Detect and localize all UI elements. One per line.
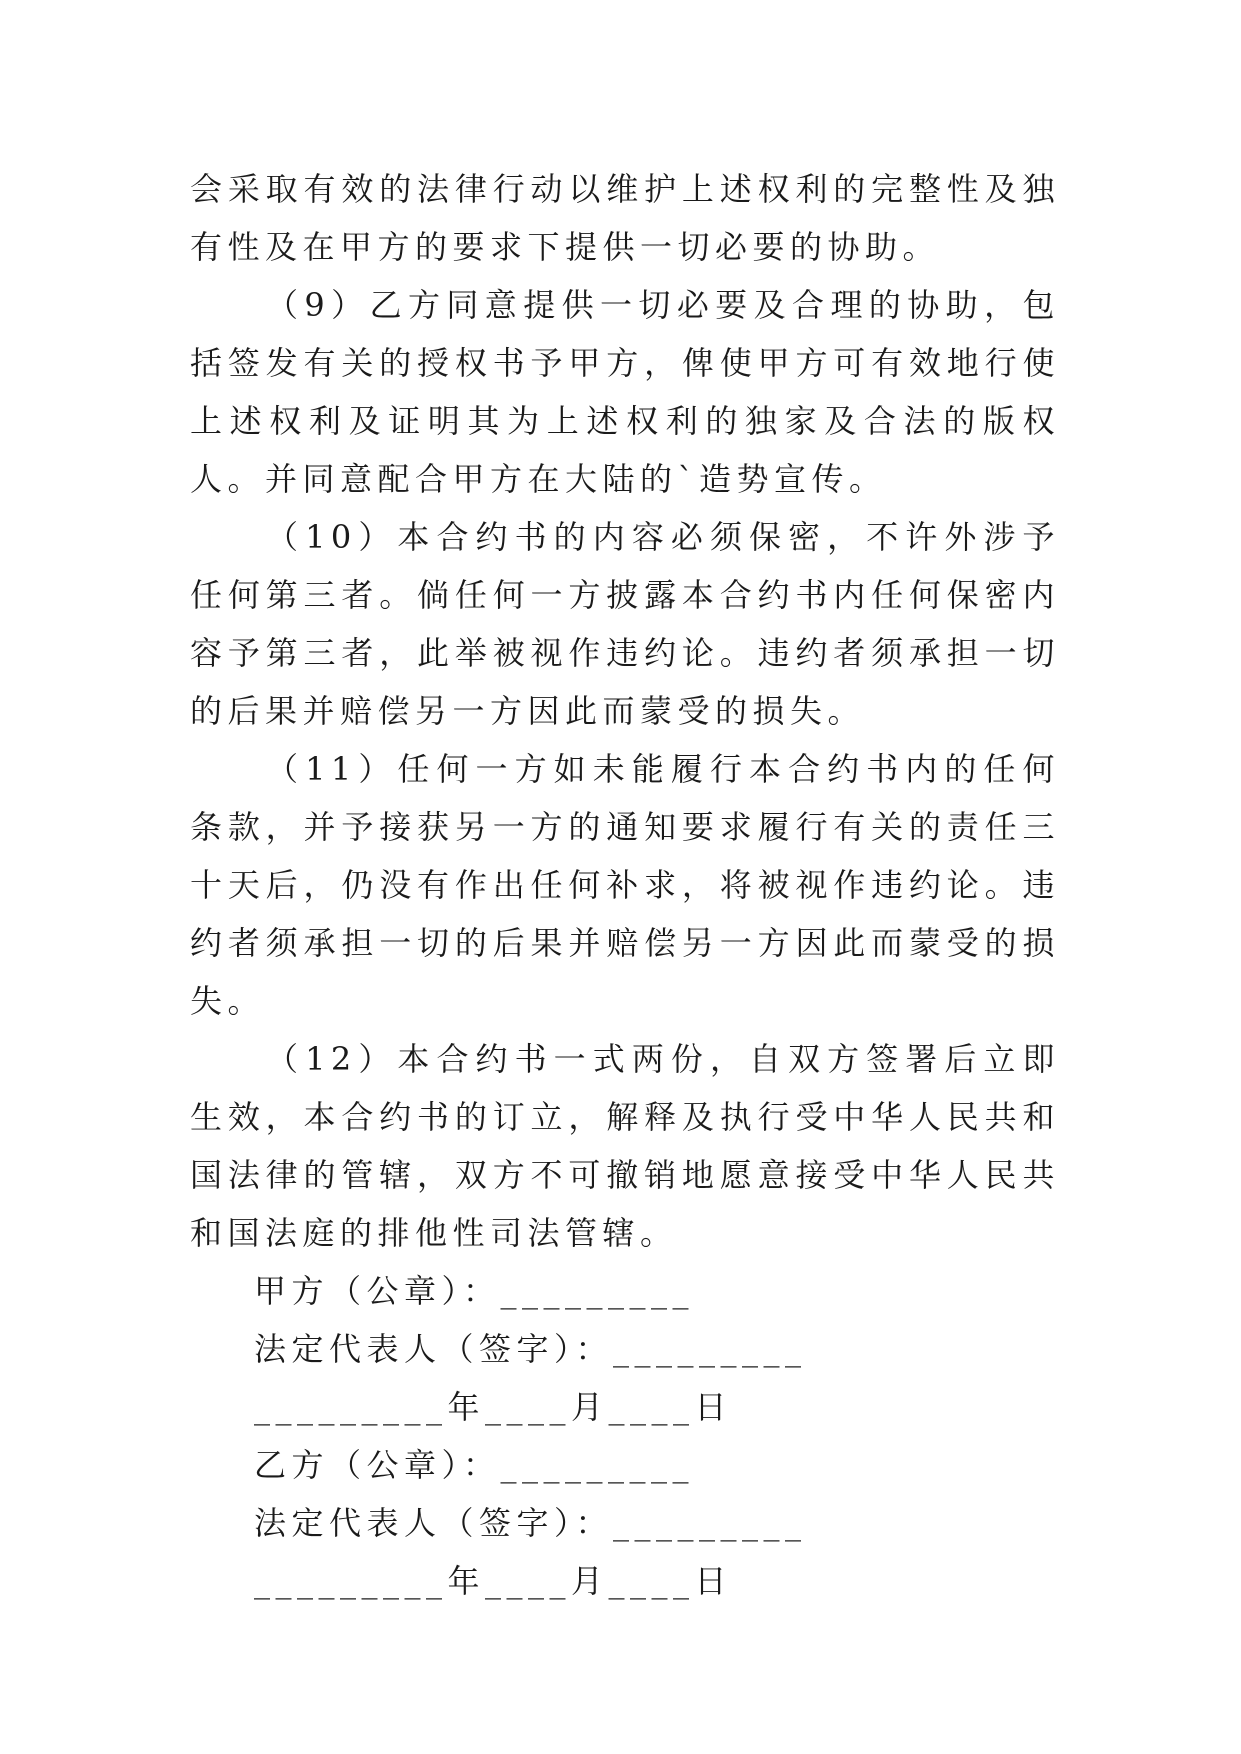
party-b-date-line: _________年____月____日 [254,1562,733,1600]
party-a-representative-line: 法定代表人（签字）：_________ [254,1330,807,1368]
paragraph-clause-12: （12）本合约书一式两份，自双方签署后立即生效，本合约书的订立，解释及执行受中华人民共和国法律的管辖，双方不可撤销地愿意接受中华人民共和国法庭的排他性司法管辖。 [190,1040,1060,1252]
signature-block [190,1262,1060,1610]
party-a-date-line: _________年____月____日 [254,1388,733,1426]
party-b-seal-line: 乙方（公章）：_________ [254,1446,695,1484]
paragraph-clause-10: （10）本合约书的内容必须保密，不许外涉予任何第三者。倘任何一方披露本合约书内任何保密内容予第三者，此举被视作违约论。违约者须承担一切的后果并赔偿另一方因此而蒙受的损失。 [190,518,1060,730]
paragraph-clause-8-continued: 会采取有效的法律行动以维护上述权利的完整性及独有性及在甲方的要求下提供一切必要的协助。 [190,170,1060,266]
party-a-seal-line: 甲方（公章）：_________ [254,1272,695,1310]
party-b-representative-line: 法定代表人（签字）：_________ [254,1504,807,1542]
paragraph-clause-11: （11）任何一方如未能履行本合约书内的任何条款，并予接获另一方的通知要求履行有关的责任三十天后，仍没有作出任何补求，将被视作违约论。违约者须承担一切的后果并赔偿另一方因此而蒙受的损失。 [190,750,1060,1020]
document-page [190,160,1060,1610]
paragraph-clause-9: （9）乙方同意提供一切必要及合理的协助，包括签发有关的授权书予甲方，俾使甲方可有效地行使上述权利及证明其为上述权利的独家及合法的版权人。并同意配合甲方在大陆的`造势宣传。 [190,286,1060,498]
